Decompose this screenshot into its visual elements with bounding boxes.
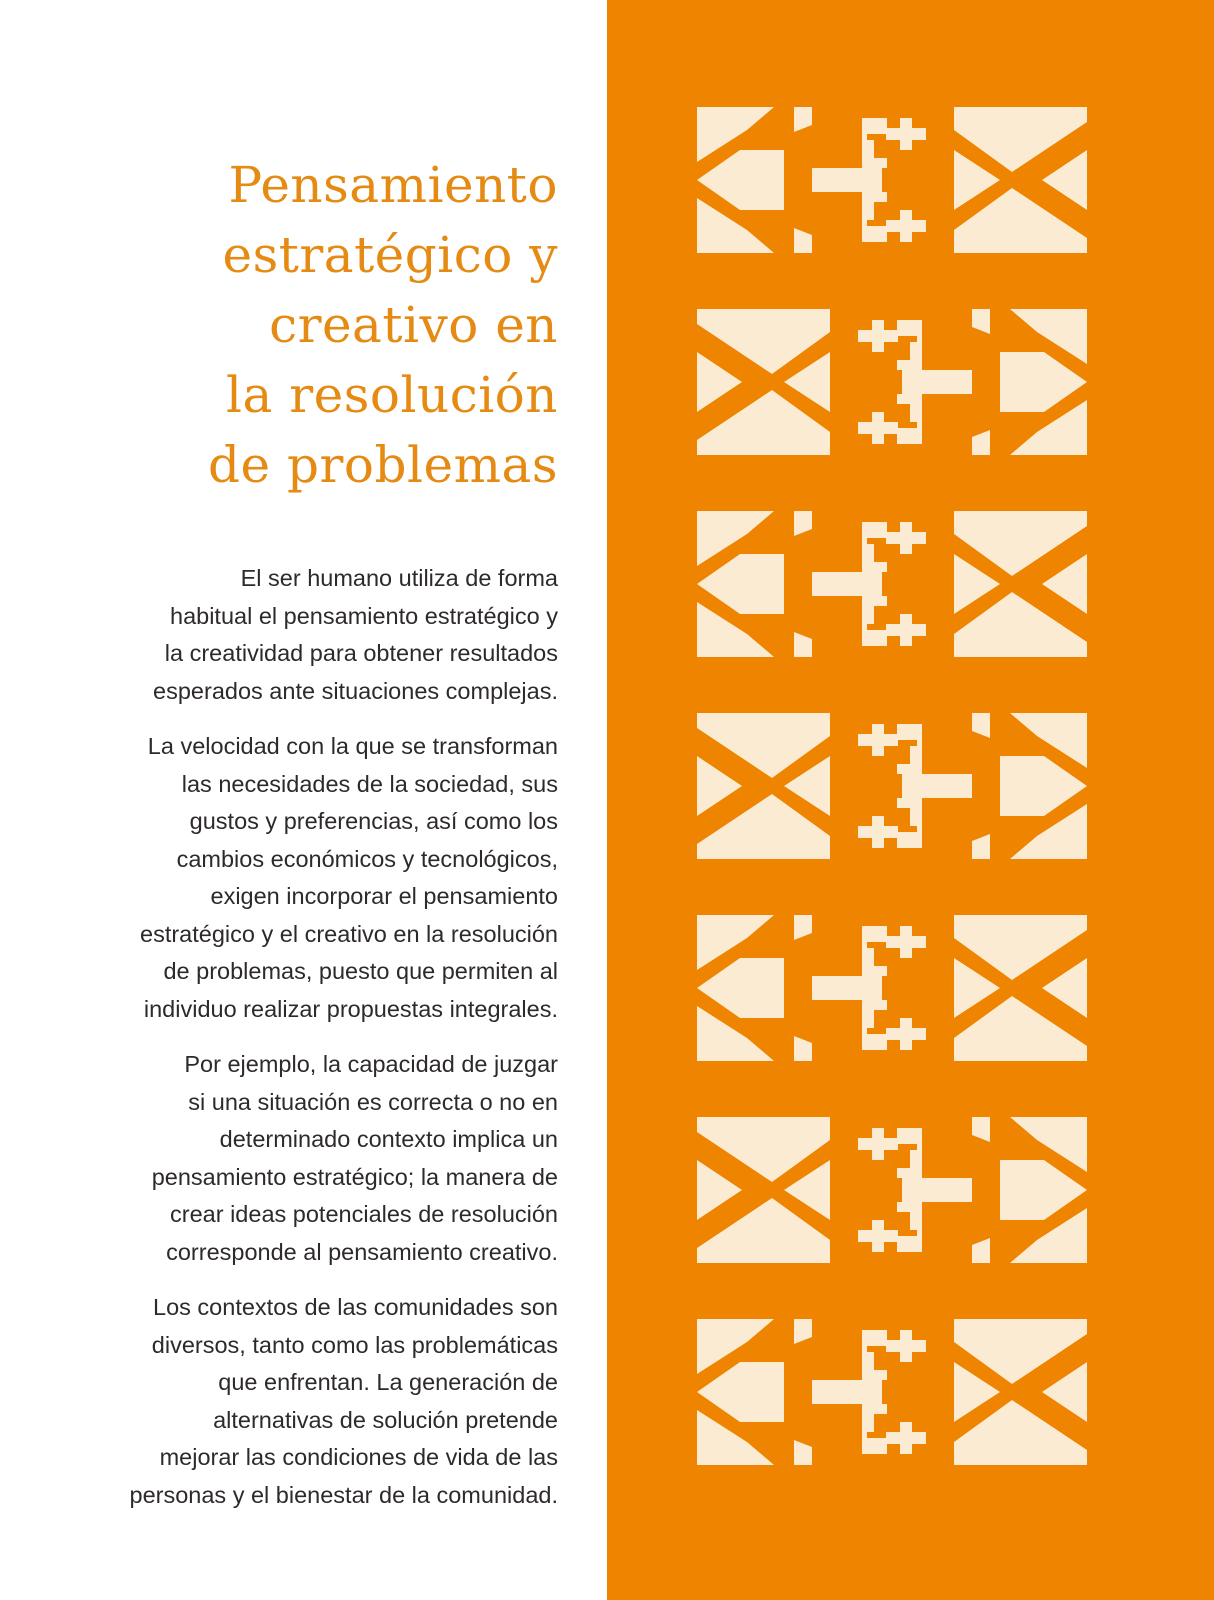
- paragraph-line: las necesidades de la sociedad, sus: [181, 770, 558, 797]
- motif-triangle: [972, 713, 990, 738]
- paragraph-line: estratégico y el creativo en la resolución: [140, 920, 558, 947]
- motif-triangle: [954, 958, 1000, 1018]
- motif-triangle: [1000, 1160, 1087, 1220]
- motif-bar: [902, 370, 972, 394]
- motif-triangle: [972, 430, 990, 455]
- motif-cross: [886, 522, 926, 554]
- paragraph-line: de problemas, puesto que permiten al: [163, 958, 558, 984]
- motif-key: [897, 320, 922, 370]
- paragraph-line: personas y el bienestar de la comunidad.: [129, 1481, 558, 1508]
- motif-cross: [886, 1422, 926, 1454]
- motif-triangle: [697, 554, 784, 614]
- motif-key: [897, 1202, 922, 1252]
- motif-triangle: [697, 1117, 830, 1182]
- motif-cross: [858, 816, 898, 848]
- paragraph-line: exigen incorporar el pensamiento: [210, 883, 558, 909]
- motif-cross: [886, 1018, 926, 1050]
- motif-cross: [858, 412, 898, 444]
- motif-cross: [886, 210, 926, 242]
- motif-key: [862, 118, 887, 168]
- motif-triangle: [954, 1319, 1087, 1384]
- motif-triangle: [1042, 958, 1087, 1018]
- motif-triangle: [954, 554, 1000, 614]
- motif-bar: [902, 774, 972, 798]
- title-line: creativo en: [269, 296, 558, 354]
- paragraph-line: Los contextos de las comunidades son: [153, 1294, 558, 1320]
- motif-triangle: [794, 1319, 812, 1344]
- paragraph-line: pensamiento estratégico; la manera de: [151, 1163, 558, 1190]
- motif-key: [897, 724, 922, 774]
- paragraph-contexts: [60, 1289, 558, 1514]
- motif-cross: [886, 926, 926, 958]
- motif-gap: [867, 624, 877, 630]
- motif-gap: [907, 1230, 917, 1236]
- motif-triangle: [954, 996, 1087, 1061]
- motif-triangle: [794, 1440, 812, 1465]
- motif-triangle: [954, 1362, 1000, 1422]
- motif: [697, 309, 1087, 455]
- paragraph-line: diversos, tanto como las problemáticas: [151, 1331, 558, 1358]
- motif: [697, 713, 1087, 859]
- motif-cross: [886, 614, 926, 646]
- motif-triangle: [784, 1160, 830, 1220]
- paragraph-line: corresponde al pensamiento creativo.: [166, 1238, 558, 1265]
- paragraph-line: si una situación es correcta o no en: [188, 1088, 558, 1115]
- paragraph-line: La velocidad con la que se transforman: [147, 733, 558, 759]
- motif-triangle: [794, 511, 812, 536]
- motif-triangle: [697, 756, 742, 816]
- motif-triangle: [972, 1238, 990, 1263]
- motif-cross: [886, 118, 926, 150]
- paragraph-line: crear ideas potenciales de resolución: [170, 1201, 558, 1227]
- motif-gap: [867, 1028, 877, 1034]
- motif-triangle: [794, 915, 812, 940]
- motif-triangle: [972, 1117, 990, 1142]
- motif-key: [862, 1000, 887, 1050]
- motif-key: [897, 394, 922, 444]
- title-line: estratégico y: [222, 226, 558, 284]
- paragraph-line: individuo realizar propuestas integrales.: [143, 995, 558, 1022]
- motif-gap: [867, 220, 877, 226]
- motif: [697, 1117, 1087, 1263]
- paragraph-line: que enfrentan. La generación de: [218, 1369, 558, 1395]
- pattern-column: [607, 0, 1214, 1600]
- motif-gap: [867, 134, 877, 140]
- motif-triangle: [697, 390, 830, 455]
- motif-triangle: [697, 713, 830, 778]
- motif-triangle: [697, 1362, 784, 1422]
- motif-triangle: [697, 958, 784, 1018]
- motif-triangle: [954, 150, 1000, 210]
- motif-gap: [867, 1432, 877, 1438]
- motif-bar: [812, 168, 882, 192]
- paragraph-line: cambios económicos y tecnológicos,: [176, 845, 558, 872]
- paragraph-line: mejorar las condiciones de vida de las: [159, 1444, 558, 1470]
- page-title: [60, 150, 558, 500]
- motif-bar: [812, 976, 882, 1000]
- motif-triangle: [972, 309, 990, 334]
- motif-cross: [886, 1330, 926, 1362]
- paragraph-intro: [60, 560, 558, 710]
- paragraph-example: [60, 1046, 558, 1271]
- title-line: Pensamiento: [228, 156, 558, 214]
- paragraph-line: Por ejemplo, la capacidad de juzgar: [184, 1051, 558, 1077]
- paragraph-line: alternativas de solución pretende: [213, 1406, 558, 1433]
- motif-triangle: [697, 150, 784, 210]
- motif-triangle: [954, 107, 1087, 172]
- motif-gap: [907, 336, 917, 342]
- title-line: de problemas: [208, 436, 558, 494]
- paragraph-line: habitual el pensamiento estratégico y: [170, 602, 558, 629]
- motif-triangle: [954, 592, 1087, 657]
- paragraph-line: El ser humano utiliza de forma: [240, 565, 558, 591]
- motif-triangle: [697, 309, 830, 374]
- motif-cross: [858, 724, 898, 756]
- text-column: [60, 150, 558, 1532]
- motif: [697, 1319, 1087, 1465]
- motif-key: [897, 1128, 922, 1178]
- motif: [697, 107, 1087, 253]
- motif-bar: [812, 572, 882, 596]
- motif-triangle: [784, 352, 830, 412]
- motif-triangle: [954, 915, 1087, 980]
- motif-key: [862, 522, 887, 572]
- motif-triangle: [954, 188, 1087, 253]
- motif-bar: [902, 1178, 972, 1202]
- motif-triangle: [954, 1400, 1087, 1465]
- decorative-panel: [607, 0, 1214, 1600]
- paragraph-line: esperados ante situaciones complejas.: [153, 677, 558, 704]
- motif-cross: [858, 1128, 898, 1160]
- motif-cross: [858, 1220, 898, 1252]
- motif-triangle: [1042, 1362, 1087, 1422]
- motif-triangle: [1000, 756, 1087, 816]
- motif: [697, 511, 1087, 657]
- motif-triangle: [697, 1160, 742, 1220]
- paragraph-line: la creatividad para obtener resultados: [164, 640, 558, 666]
- paragraph-velocity: [60, 728, 558, 1028]
- motif-triangle: [794, 632, 812, 657]
- motif-triangle: [1042, 150, 1087, 210]
- motif-gap: [907, 826, 917, 832]
- motif-key: [897, 798, 922, 848]
- motif-key: [862, 1330, 887, 1380]
- motif-gap: [867, 1346, 877, 1352]
- motif-triangle: [972, 834, 990, 859]
- motif-key: [862, 596, 887, 646]
- motif-triangle: [794, 107, 812, 132]
- motif-key: [862, 1404, 887, 1454]
- motif-triangle: [697, 794, 830, 859]
- paragraph-line: determinado contexto implica un: [219, 1126, 558, 1152]
- title-line: la resolución: [226, 366, 558, 424]
- motif-bar: [812, 1380, 882, 1404]
- motif-gap: [907, 422, 917, 428]
- motif-triangle: [697, 1198, 830, 1263]
- motif-gap: [867, 538, 877, 544]
- motif-gap: [907, 740, 917, 746]
- motif-triangle: [1000, 352, 1087, 412]
- motif-cross: [858, 320, 898, 352]
- motif-gap: [907, 1144, 917, 1150]
- motif-triangle: [794, 228, 812, 253]
- motif-gap: [867, 942, 877, 948]
- motif-key: [862, 926, 887, 976]
- paragraph-line: gustos y preferencias, así como los: [189, 808, 558, 834]
- motif: [697, 915, 1087, 1061]
- motif-key: [862, 192, 887, 242]
- motif-triangle: [697, 352, 742, 412]
- motif-triangle: [794, 1036, 812, 1061]
- motif-triangle: [1042, 554, 1087, 614]
- motif-triangle: [954, 511, 1087, 576]
- motif-triangle: [784, 756, 830, 816]
